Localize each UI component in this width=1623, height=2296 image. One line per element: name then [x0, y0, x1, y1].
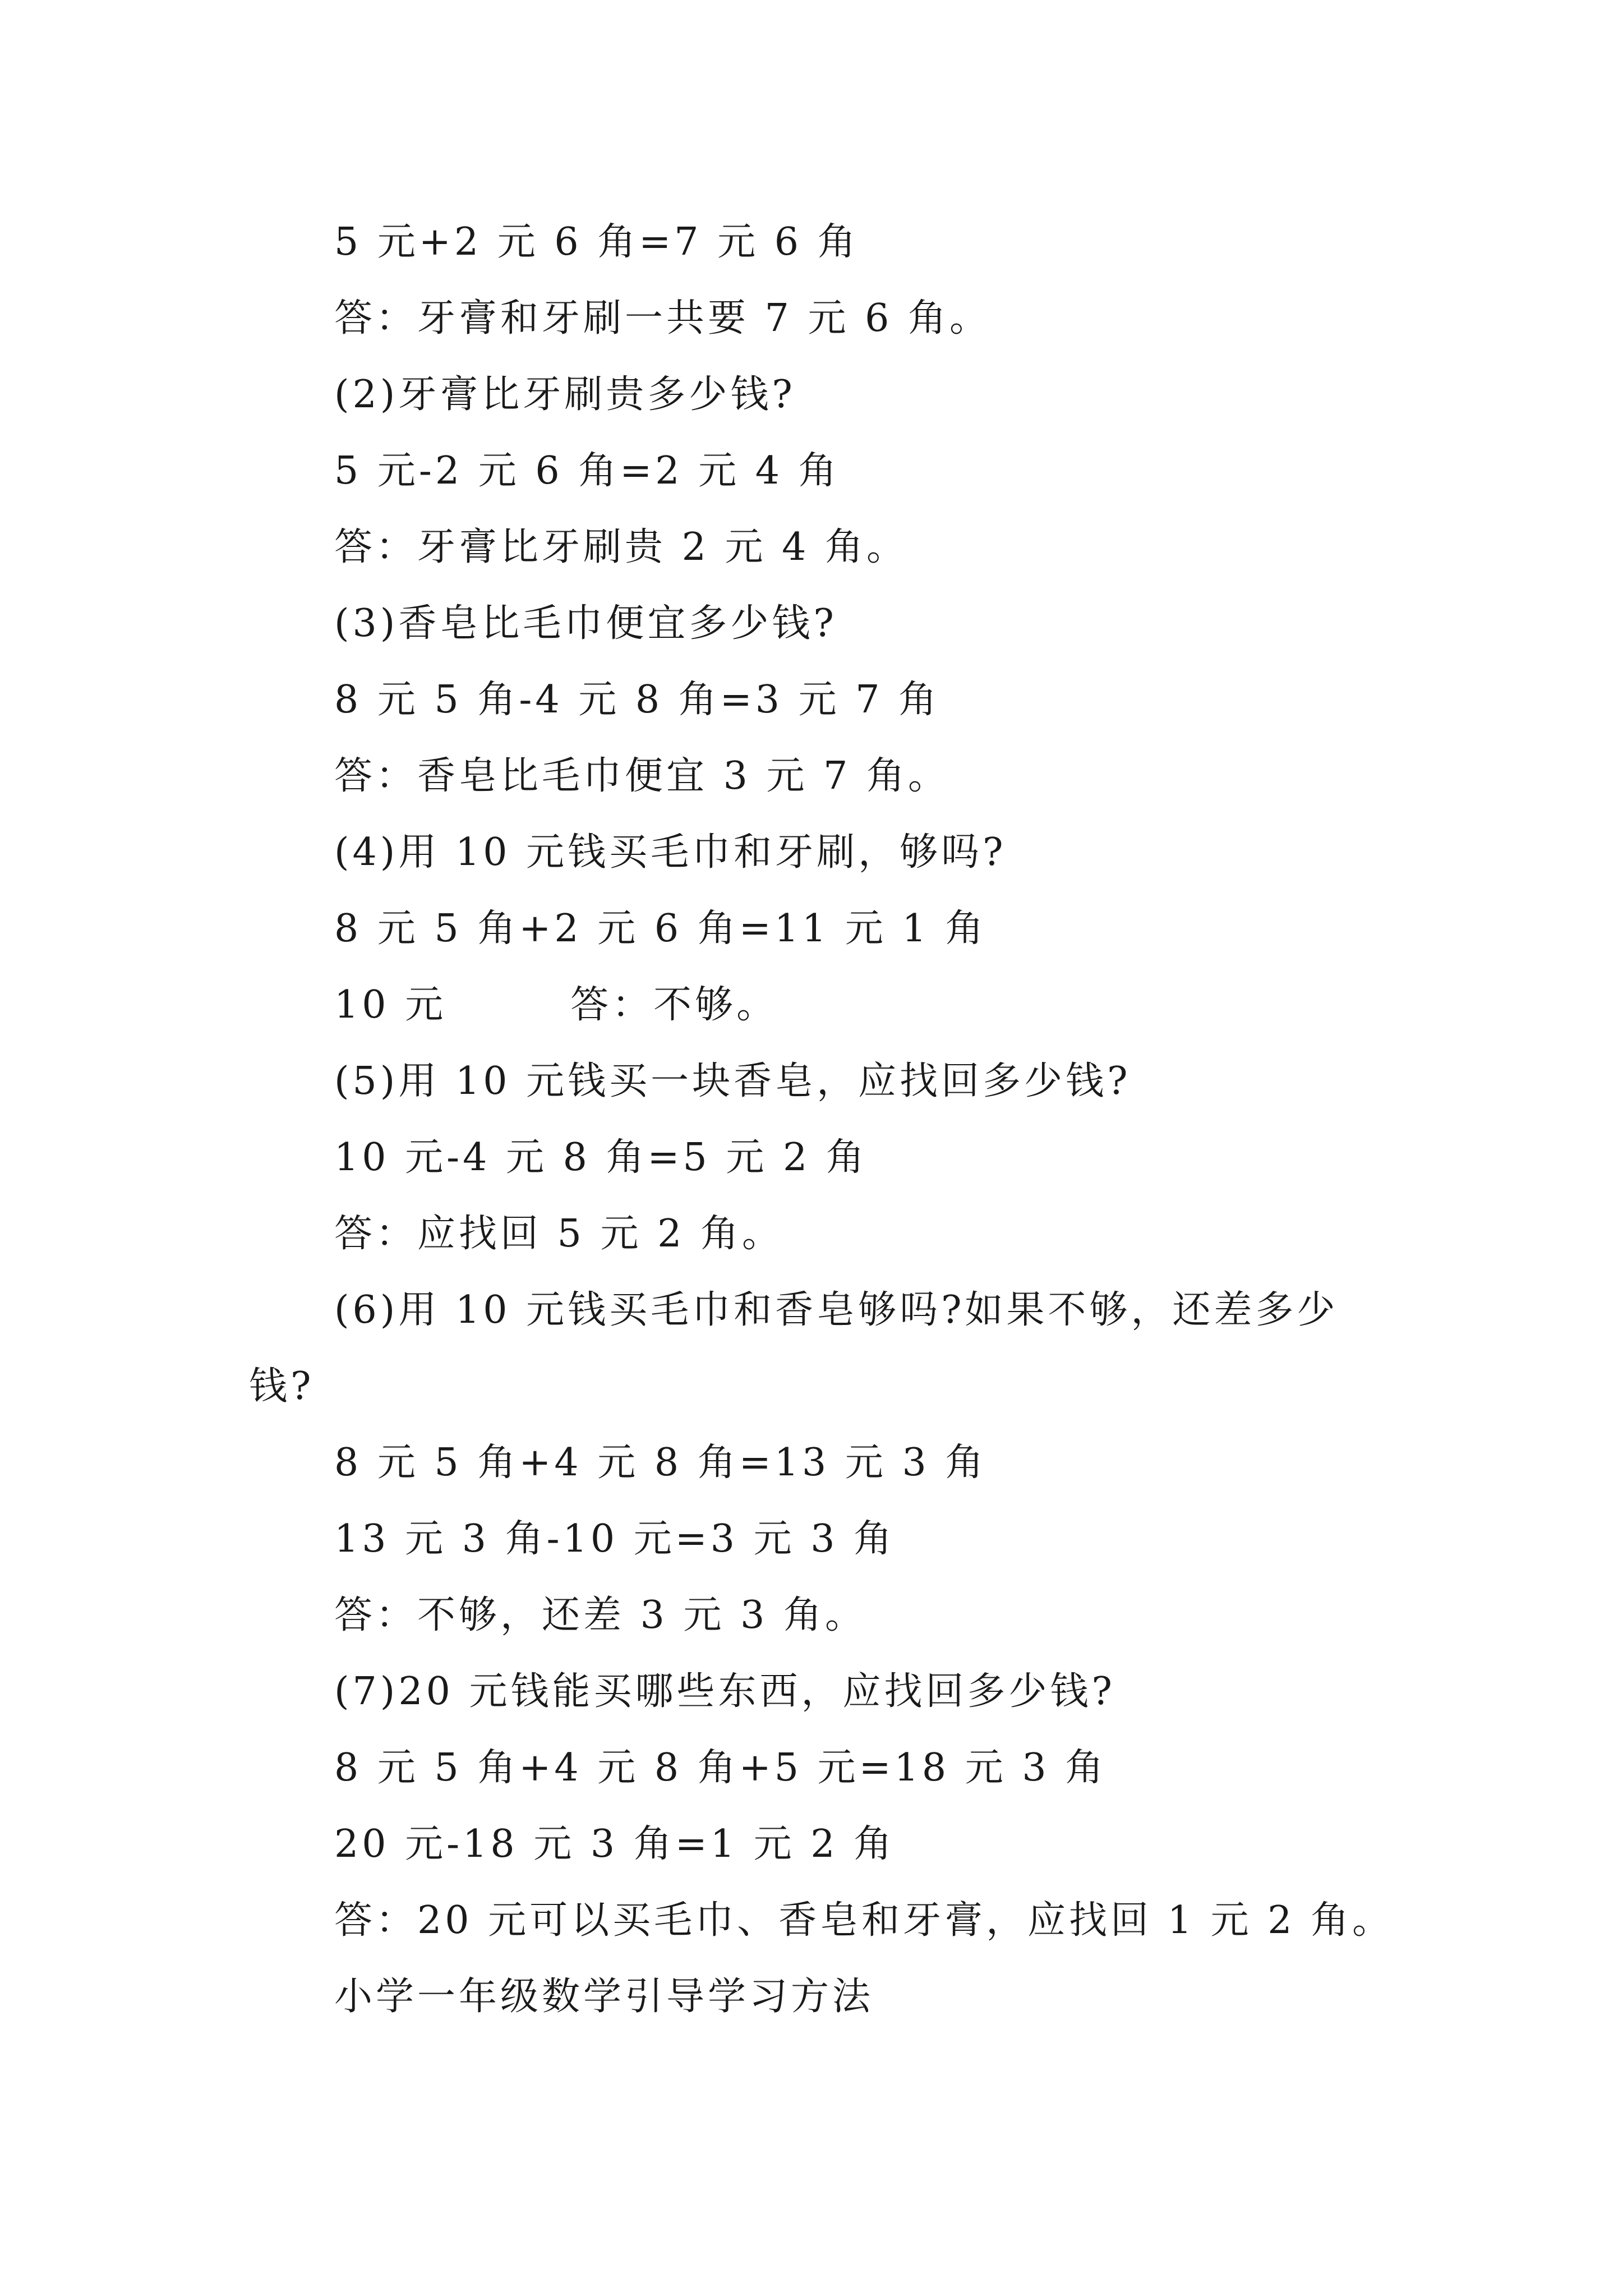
text-line: 答：应找回 5 元 2 角。 [334, 1212, 783, 1256]
text-line: 10 元 答：不够。 [334, 983, 778, 1027]
text-line: 小学一年级数学引导学习方法 [334, 1975, 874, 2019]
text-line: (5)用 10 元钱买一块香皂，应找回多少钱? [334, 1059, 1131, 1103]
text-line: 20 元-18 元 3 角=1 元 2 角 [334, 1822, 896, 1866]
text-line: 8 元 5 角-4 元 8 角=3 元 7 角 [334, 678, 940, 722]
text-line: (6)用 10 元钱买毛巾和香皂够吗?如果不够，还差多少 [334, 1288, 1339, 1332]
text-line: (4)用 10 元钱买毛巾和牙刷，够吗? [334, 830, 1007, 875]
text-line: 5 元+2 元 6 角=7 元 6 角 [334, 220, 859, 264]
text-line: (2)牙膏比牙刷贵多少钱? [334, 372, 796, 417]
text-line: 钱? [249, 1364, 315, 1409]
text-line: 答：牙膏比牙刷贵 2 元 4 角。 [334, 525, 908, 569]
text-line: 8 元 5 角+4 元 8 角+5 元=18 元 3 角 [334, 1746, 1107, 1790]
text-line: 10 元-4 元 8 角=5 元 2 角 [334, 1135, 868, 1180]
text-line: (3)香皂比毛巾便宜多少钱? [334, 601, 837, 646]
text-line: 答：20 元可以买毛巾、香皂和牙膏，应找回 1 元 2 角。 [334, 1898, 1394, 1943]
text-line: 5 元-2 元 6 角=2 元 4 角 [334, 449, 840, 493]
text-line: 13 元 3 角-10 元=3 元 3 角 [334, 1517, 896, 1561]
text-line: 8 元 5 角+4 元 8 角=13 元 3 角 [334, 1441, 987, 1485]
text-line: 答：香皂比毛巾便宜 3 元 7 角。 [334, 754, 949, 798]
text-line: (7)20 元钱能买哪些东西，应找回多少钱? [334, 1669, 1115, 1714]
text-line: 8 元 5 角+2 元 6 角=11 元 1 角 [334, 907, 987, 951]
text-line: 答：牙膏和牙刷一共要 7 元 6 角。 [334, 296, 991, 341]
text-line: 答：不够，还差 3 元 3 角。 [334, 1593, 866, 1637]
